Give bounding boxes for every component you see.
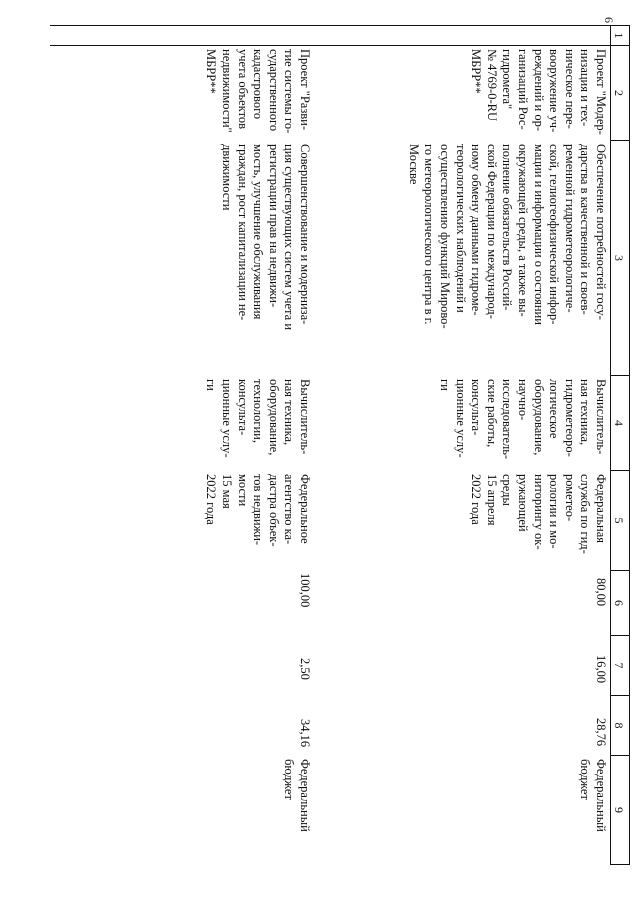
column-rule [50,45,610,46]
row2-funding-source: Федеральный бюджет [282,759,312,832]
row2-col8-value: 34,16 [298,719,312,748]
header-col-7: 7 [610,635,630,695]
row1-funding-source: Федеральный бюджет [578,759,608,832]
header-col-1: 1 [610,25,630,45]
header-col-9: 9 [610,755,630,865]
row1-project-name: Проект "Модер- низация и тех- ническое пере- вооружение уч- реждений и ор- ганизаций Рос- гидромета" № 4769-0-RU МБРР** [469,49,608,135]
header-col-2: 2 [610,45,630,140]
row2-executor: Федеральное агентство ка- дастра объек- тов недвижи- мости 15 мая 2022 года [204,474,312,547]
header-col-5: 5 [610,470,630,570]
row1-executor: Федеральная служба по гид- рометео- рологии и мо- ниторингу ок- ружающей среды 15 апреля 2022 года [469,474,608,554]
row1-goal: Обеспечение потребностей госу- дарства в качественной и своев- ременной гидрометеорологиче- ской, гелиогеофизической инфор- мации и информации о состоянии окружающей среды, а также вы- полнение обязательств Россий- ской Федерации по международ- ному обмену данными гидроме- теорологических наблюдений и осуществлению функций Мирово- го метеорологического центра в г. Москве [406,144,608,329]
row1-purpose: Вычислитель- ная техника, гидрометеоро- логическое оборудование, научно- исследователь- ские работы, консульта- ционные услу- ги [438,379,608,460]
header-col-4: 4 [610,375,630,470]
row2-project-name: Проект "Разви- тие системы го- сударственного кадастрового учета объектов недвижимости" МБРР** [204,49,312,134]
row2-purpose: Вычислитель- ная техника, оборудование, технологии, консульта- ционные услу- ги [204,379,312,458]
header-col-6: 6 [610,570,630,635]
header-col-8: 8 [610,695,630,755]
row1-col8-value: 28,76 [594,718,608,747]
row1-col7-value: 16,00 [594,655,608,684]
row1-col6-value: 80,00 [594,578,608,607]
rotated-table [50,25,630,865]
row2-goal: Совершенствование и модерниза- ция существующих систем учета и регистрации прав на недвижи- мость, улучшение обслуживания граждан, рост капитализации не- движимости [220,144,312,331]
page-number: 6 [602,17,616,23]
column-rule [50,25,610,26]
row2-col7-value: 2,50 [298,658,312,680]
row2-col6-value: 100,00 [298,573,312,608]
header-col-3: 3 [610,140,630,375]
table-header-row [610,25,630,865]
